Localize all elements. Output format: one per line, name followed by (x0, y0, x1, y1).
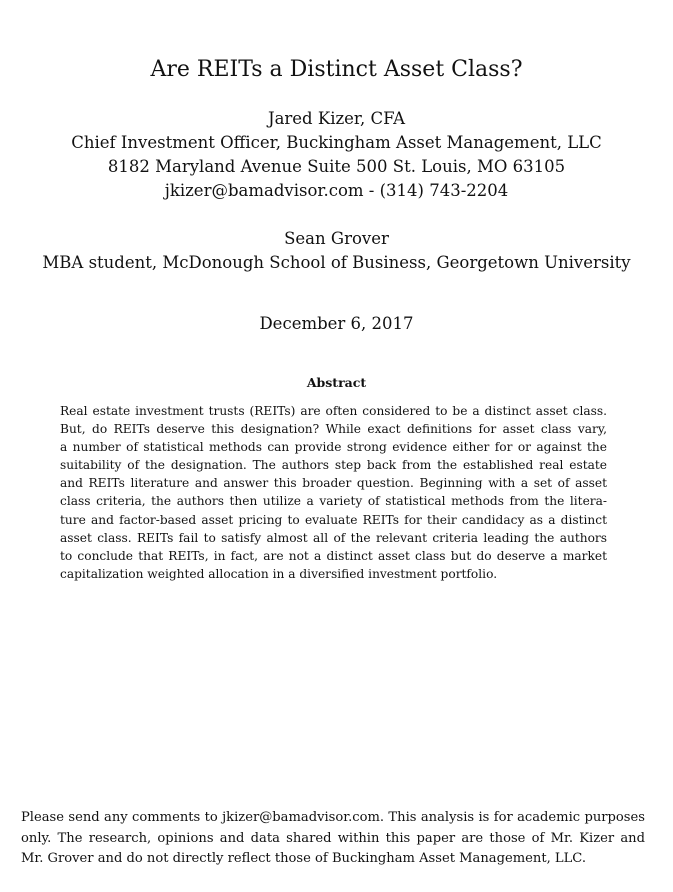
author-role-kizer: Chief Investment Officer, Buckingham Asset Management, LLC (71, 133, 602, 152)
footnote-line: Please send any comments to jkizer@bamadvisor.com. This analysis is for academic purposes (21, 810, 645, 825)
abstract-line: But, do REITs deserve this designation? While exact definitions for asset class vary, (60, 422, 607, 437)
abstract-line: capitalization weighted allocation in a diversified investment portfolio. (60, 566, 498, 581)
author-role-grover: MBA student, McDonough School of Business, Georgetown University (42, 253, 631, 272)
author-name-grover: Sean Grover (284, 229, 389, 248)
abstract-line: ture and factor-based asset pricing to evaluate REITs for their candidacy as a distinct (60, 512, 607, 527)
author-contact-kizer: jkizer@bamadvisor.com - (314) 743-2204 (164, 181, 509, 200)
footnote-line: only. The research, opinions and data shared within this paper are those of Mr. Kizer and (21, 830, 645, 846)
abstract-line: asset class. REITs fail to satisfy almost all of the relevant criteria leading the authors (60, 530, 607, 545)
abstract-line: a number of statistical methods can provide strong evidence either for or against the (60, 440, 607, 455)
abstract-body (60, 402, 607, 583)
paper-title: Are REITs a Distinct Asset Class? (150, 57, 523, 82)
abstract-line: Real estate investment trusts (REITs) are often considered to be a distinct asset class. (60, 404, 607, 418)
abstract-line: suitability of the designation. The authors step back from the established real estate (60, 458, 607, 473)
abstract-line: class criteria, the authors then utilize a variety of statistical methods from the litera- (60, 494, 607, 509)
abstract-line: to conclude that REITs, in fact, are not a distinct asset class but do deserve a market (60, 548, 607, 563)
footnote (21, 808, 645, 870)
author-name-kizer: Jared Kizer, CFA (267, 109, 406, 128)
abstract-line: and REITs literature and answer this broader question. Beginning with a set of asset (60, 476, 607, 491)
abstract-heading: Abstract (306, 375, 367, 390)
footnote-line: Mr. Grover and do not directly reflect those of Buckingham Asset Management, LLC. (21, 851, 587, 866)
publication-date: December 6, 2017 (259, 314, 414, 333)
author-address-kizer: 8182 Maryland Avenue Suite 500 St. Louis, MO 63105 (107, 157, 566, 176)
